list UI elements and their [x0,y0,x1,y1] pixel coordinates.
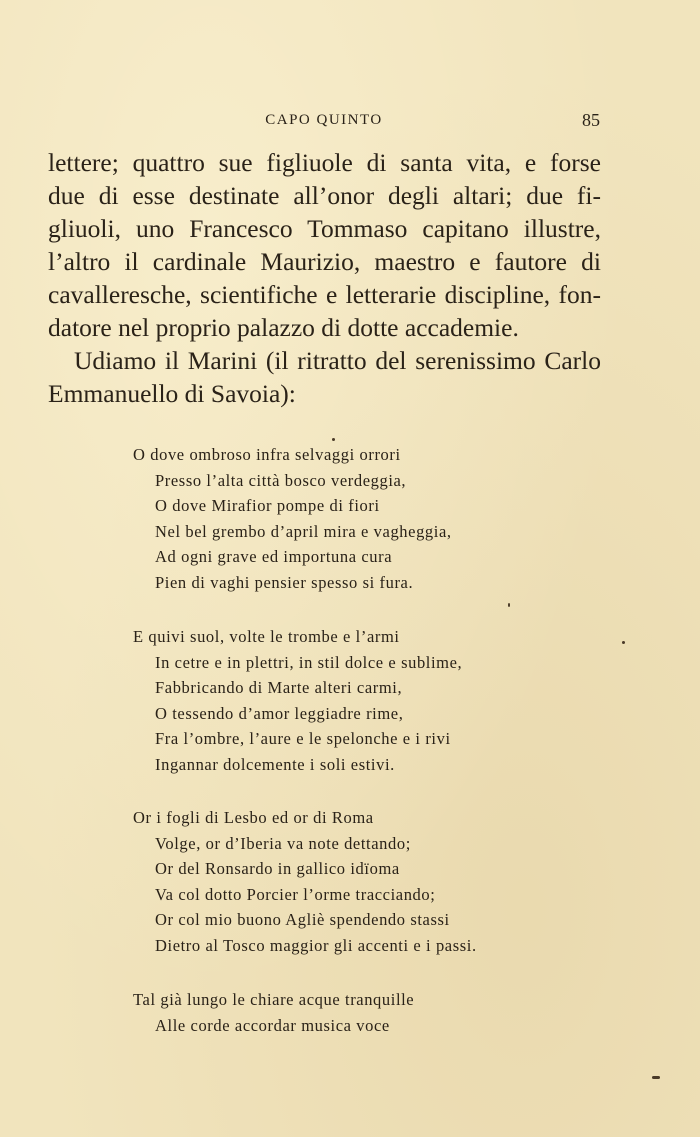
verse-line: Or del Ronsardo in gallico idïoma [155,859,400,879]
verse-stanza-3 [133,805,477,959]
verse-line: Ingannar dolcemente i soli estivi. [155,754,395,774]
prose-line: Udiamo il Marini (il ritratto del serenissimo Carlo [74,346,601,375]
paper-speck [332,438,335,441]
paper-speck [622,641,625,644]
prose-line: cavalleresche, scientifiche e letterarie discipline, fon- [48,280,601,309]
verse-stanza-1 [133,442,452,596]
prose-line: datore nel proprio palazzo di dotte accademie. [48,313,519,342]
prose-line: lettere; quattro sue figliuole di santa vita, e forse [48,148,601,177]
verse-line: In cetre e in plettri, in stil dolce e sublime, [155,652,463,672]
running-title: CAPO QUINTO [265,112,383,128]
verse-line: Pien di vaghi pensier spesso si fura. [155,572,414,592]
verse-line: Nel bel grembo d’april mira e vagheggia, [155,521,452,541]
verse-line: Or col mio buono Agliè spendendo stassi [155,910,450,930]
paper-speck [508,603,510,607]
verse-line: Alle corde accordar musica voce [155,1015,390,1035]
prose-line: l’altro il cardinale Maurizio, maestro e fautore di [48,247,601,276]
prose-line: Emmanuello di Savoia): [48,379,296,408]
prose-line: gliuoli, uno Francesco Tommaso capitano illustre, [48,214,601,243]
verse-line: O tessendo d’amor leggiadre rime, [155,703,404,723]
verse-line: Or i fogli di Lesbo ed or di Roma [133,808,374,827]
verse-stanza-2 [133,624,462,778]
prose-line: due di esse destinate all’onor degli altari; due fi- [48,181,601,210]
page-number: 85 [582,110,600,130]
verse-stanza-4 [133,987,414,1038]
paper-speck [652,1076,660,1079]
verse-line: O dove ombroso infra selvaggi orrori [133,445,401,464]
verse-line: Presso l’alta città bosco verdeggia, [155,470,407,490]
verse-line: Va col dotto Porcier l’orme tracciando; [155,884,436,904]
verse-line: O dove Mirafior pompe di fiori [155,496,380,516]
verse-line: Fabbricando di Marte alteri carmi, [155,678,403,698]
verse-line: E quivi suol, volte le trombe e l’armi [133,627,400,646]
verse-line: Fra l’ombre, l’aure e le spelonche e i rivi [155,729,451,749]
verse-line: Tal già lungo le chiare acque tranquille [133,990,415,1009]
verse-line: Volge, or d’Iberia va note dettando; [155,833,411,853]
verse-line: Dietro al Tosco maggior gli accenti e i passi. [155,935,477,955]
verse-line: Ad ogni grave ed importuna cura [155,547,393,567]
prose-paragraphs [48,146,601,410]
running-head [48,110,600,134]
